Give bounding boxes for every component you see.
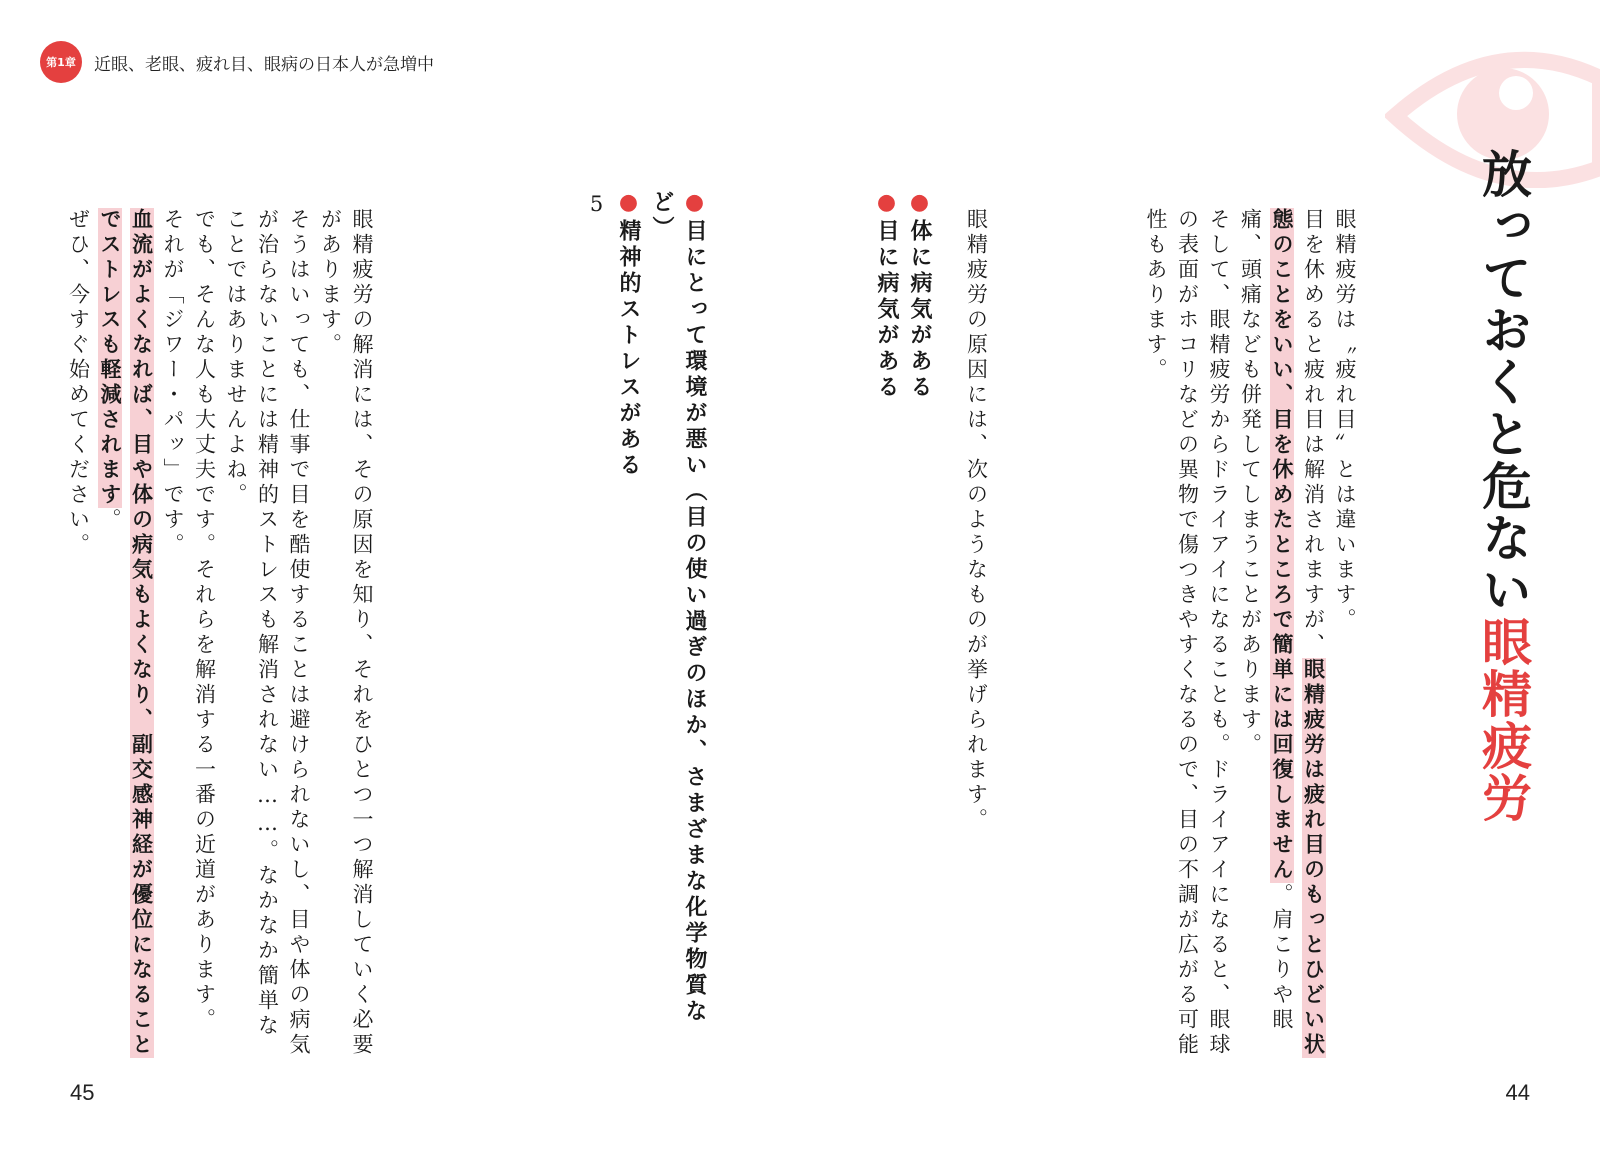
bullet-dot-icon: ●	[616, 190, 641, 219]
bullet-item: ●精神的ストレスがある	[616, 190, 641, 479]
paragraph: そうはいっても、仕事で目を酷使することは避けられないし、目や体の病気が治らないことには精神的ストレスも解消されない……。なかなか簡単なことではありませんよね。	[224, 208, 311, 1058]
paragraph: 眼精疲労の原因には、次のようなものが挙げられます。	[964, 208, 989, 833]
number-marker: 5	[584, 192, 609, 220]
paragraph: ぜひ、今すぐ始めてください。	[66, 208, 91, 558]
chapter-header	[40, 40, 434, 84]
bullet-dot-icon: ●	[682, 190, 707, 219]
right-page-bullets	[870, 190, 936, 1040]
bullet-dot-icon: ●	[907, 190, 932, 219]
left-page-number-marker	[580, 192, 612, 232]
highlighted-text: 眼精疲労は疲れ目のもっとひどい状態のことをいい、目を休めたところで簡単には回復しません	[1270, 208, 1326, 1058]
title-part-1: 放っておくと危ない	[1474, 148, 1532, 616]
bullet-dot-icon: ●	[874, 190, 899, 219]
bullet-item: ●目にとって環境が悪い（目の使い過ぎのほか、さまざまな化学物質など）	[649, 190, 707, 1025]
paragraph: そして、眼精疲労からドライアイになることも。ドライアイになると、眼球の表面がホコリなどの異物で傷つきやすくなるので、目の不調が広がる可能性もあります。	[1144, 208, 1231, 1058]
paragraph-text: 目を休めると疲れ目は解消されますが、	[1301, 208, 1326, 658]
left-page-body	[62, 208, 377, 1058]
paragraph: それが「ジワー・パッ」です。	[161, 208, 185, 558]
article-title	[1474, 148, 1532, 828]
title-part-2: 眼精疲労	[1474, 616, 1532, 824]
chapter-title: 近眼、老眼、疲れ目、眼病の日本人が急増中	[94, 54, 434, 75]
chapter-badge: 第1章	[40, 41, 82, 83]
bullet-item: ●体に病気がある	[907, 190, 932, 401]
page-number-right: 44	[1505, 1080, 1530, 1105]
paragraph: 眼精疲労の解消には、その原因を知り、それをひとつ一つ解消していく必要があります。	[318, 208, 374, 1058]
paragraph: でも、そんな人も大丈夫です。それらを解消する一番の近道があります。	[192, 208, 217, 1033]
right-page-body	[1140, 208, 1361, 1058]
paragraph-text: 。肩こりや眼痛、頭痛なども併発してしまうことがあります。	[1238, 208, 1294, 1033]
paragraph	[1234, 208, 1329, 1058]
bullet-item: ●目に病気がある	[874, 190, 899, 401]
highlighted-text: 血流がよくなれば、目や体の病気もよくなり、副交感神経が優位になることでストレスも軽減されます	[98, 208, 154, 1058]
right-page-intro	[960, 208, 992, 1058]
page-number-left: 45	[70, 1080, 95, 1105]
paragraph	[94, 208, 157, 1058]
paragraph-text: 。	[98, 508, 122, 533]
paragraph: 眼精疲労は〝疲れ目〟とは違います。	[1333, 208, 1357, 633]
left-page-bullets	[612, 190, 711, 1040]
